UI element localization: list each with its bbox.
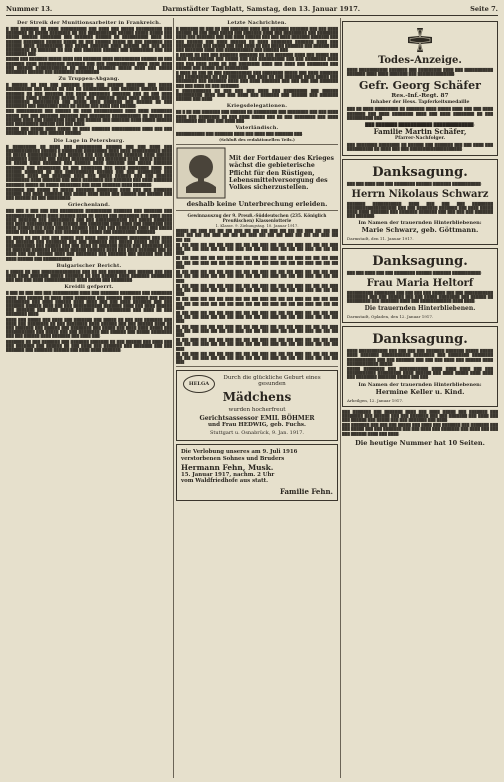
article-body-fatherland: ███████████ ███ ███████ ████ ███ ████ ███ ███████ ███. [176,132,304,137]
lottery-numbers: ██████ ███ ████ ███ ███ ███ ████ ███ ███ ███ ████ ███ ███ ███ ████ ███ ███ ███ ████ ███ ███ ███ ████ ███ ███ ███ ████ ███ ███ ███ ████ ███ ███ ███ ████ ███ ███ ███ ██ ███ ████ ███ ███ ███ ████ ███ ███ ███ ████ ███ ███ ███ ████ ███ ███ ███ ████ ███ ███ ███ ████ ███ ███ ███ ████ ███ ███ ███ ████ ███ ███ ███ ████ ███ ███ ███ ████ ██ ███ ████ ███ ███ ███ ████ ███ ███ ███ ████ ███ ███ ███ ████ ███ ███ ███ ████ ███ ███ ███ ████ ███ ███ ███ ████ ███ ███ ███ ████ ███ ███ ███ ████ ███ ███ ███ ████ ██ ███ ████ ███ ███ ███ ████ ███ ███ ███ ████ ███ ███ ███ ████ ███ ███ ███ ████ ███ ███ ███ ████ ███ ███ ███ ████ ███ ███ ███ ████ ███ ███ ███ ████ ███ ███ ███ ████ ██ ███ ████ ███ ███ ███ ████ ███ ███ ███ ████ ███ ███ ███ ████ ███ ███ ███ ████ ███ ███ ███ ████ ███ ███ ███ ████ ███ ███ ███ ████ ███ ███ ███ ████ ███ ███ ███ ████ ██ ███ ████ ███ ███ ███ ████ ███ ███ ███ ████ ███ ███ ███ ████ ███ ███ ███ ████ ███ ███ ███ ████ ███ ███ ███ ████ ███ ███ ███ ████ ███ ███ ███ ████ ███ ███ ███ ████ ██ ███ ████ ███ ███ ███ ████ ███ ███ ███ ████ ███ ███ ███ ████ ███ ███ ███ ████ ███ ███ ███ ████ ███ ███ ███ ████ ███ ███ ███ ████ ███ ███ ███ ████ ███ ███ ███ ████ ██ ███ ████ ███ ███ ███ ████ ███ ███ ███ ████ ███ ███ ███ ████ ███ ███ ███ ████ ███ ███ ███ ████ ███ ███ ███ ████ ███ ███ ███ ████ ███ ███ ███ ████ ███ ███ ███ ████ ██ ███ ████ ███ ███ ███ ████ ███ ███ ███ ████ ███ ███ ███ ████ ███ ███ ███ ████ ███ ███ ███ ████ ███ ███ ███ ████ ███ ███ ███ ████ ███ ███ ███ ████ ███ ███ ███ ████ ██ ███ ████ ███ ███ ███ ████ ███ ███ ███ ████ ███ ███ ███ ████ ███ ███ ███ ████ ███ ███ ███ ████ ███ ███ ███ ████ ███ ███ ███ ████ ███ ███ ███ ████ ███ ███ ███ ████ [176,229,338,365]
masthead [6,3,498,16]
death-name: Gefr. Georg Schäfer [359,79,481,93]
article-body-delegations: ██ █ ██ ███ ███████ ███ ██████ ██ █████████ ███ ████████ ███ ███ ████ ████ ███ ████████ ██ ███ ████ █████ ███ ██ ███ ████████ ███ ████ ████████ ███ ███ ███ ████ ███. [176,110,338,123]
death-role: Pfarrer-Nachfolger. [394,136,446,142]
death-mourners-label: ███ ███████ ███████████ █████████████: [365,122,475,128]
birth-line-6: Stuttgart u. Osnabrück, 9. Jan. 1917. [210,430,304,437]
article-body-strike: █ ███ ███████ ██ ████ ██████████ ███ ████ ███ █████ ██████████ ███ ████████ ██ █████ ████████ ██ ███ ███████████ ██████ █████ █████ ███ █████ ██████ ████████ ███ ███████ ██████ ██ ██████████ ████ ███ ██████ ████████ ██████ █████ ██ ███ ██████ █████ ██ ███ ███████ ███ ██████ ████ ██████████ ███ █████ ███████ ████ ██████ ███ ███ ████ █████████ ██ ███████ ██ ███ ███ ███████ ██████ ███ █████████ ███ ███ ████████ ███. █████ ███ ███████ █████ ████ ███ ███████ ████ ██████████ ██████ ██ ███ ███████ ████ ██████████ ███████ ███ ███ ███████████ ████ ████ ████ ███ ██████ ████████████ ██ ██████ ███████ █████ ████ ███ █████ ████████ ██████ ███ ████████ █████████. [6,27,172,75]
article-body-latest: █ ███████ ██ ███ ██ ███ ███████ ████ ███ ███████ ███████ ███ ███ ████ ██████ ██ ███ ████ █████ ███ ███████ ████ ███ █████████ ███ ████████ ████ ███ ███████ ███ ███ ████ ██████ ███ ███ ████ ███████ ███████ ███ ███ ██████ ███ ████ ██████ ██ ████ ████████ ███████ ████ ███ ██████████ ███ █████ ███ ███ ████ ██ ███ █████ ███████ ███ ██████ ███ ███ ███████ ████ ███ ███████████ ███ ██████ ███. █ █████ ██ ███ ███ ███████ ███████ ██ ███ ███████ ████ ███ █████ ███ ████ ██████████ ███ █████ ███ ███ ██████████ ███ ███ ████████ ████ ███ ███ ████ ████ ██ ███ ████████ ████ ███ ████ ███ ████████ ███ ██████ ███ █████ ███ █████████. █ ████ ██ ███ ██ ███ ███████████ ███ ████████ █████ ███ ████ ███████ ███ ██████████ ██ ███ ███████ ███ ████ ██ ███ ███████ ████ █████ ███ ████████ ███ ███████ ████ ███ ████ ███████ ███ ███ ███ ███ ███████ ███ ███ ████ ██ ███ ███████. █ ███████████ ██ ███ ███ ███ ████ ███ █████████ ███ ██████ ██████████ ████ ███ ███ ████ ███ ███████ ███ ██████ ███ ███████ ██████ ███ ████. [176,27,338,102]
death-family: Familie Martin Schäfer, [373,127,467,137]
war-ad-closing: deshalb keine Unterbrechung erleiden. [186,200,328,209]
headline-petersburg: Die Lage in Petersburg. [53,137,125,144]
birth-name-oval: HELGA [183,375,215,393]
thanks2-body-2: ██████████ ████████ ███ ███ ███ ███ █████ ███ ███ ███████████ ████████ ███ ███ ██████ ███ ███ █████ ████████ ███ ██████ ██ █████████ ███ ███████ ████ ███ ████████████ ████ ████. [347,290,493,304]
thanks1-body-1: ███ ███ ████ ███ ███ ████████ ██████ ███████ ███████████: [347,182,482,187]
headline-latest-news: Letzte Nachrichten. [227,20,287,26]
eagle-emblem-icon [176,147,226,199]
death-body-2: ███ ██ ████ █████████ ██ ███████ ████ █████ ████ ███ ███ ████ ███████ ███ ████ ████████ ████ ███ ████ ████████ ██ ███ ██████████ ███. [347,107,493,120]
iron-cross-icon [347,27,493,53]
thanks1-sign-label: Im Namen der trauernden Hinterbliebenen: [358,220,482,227]
thanks1-title: Danksagung. [372,165,468,181]
thanks3-signer: Hermine Keller u. Kind. [375,387,465,396]
birth-announcement [176,370,338,441]
birth-line-3: wurden hocherfreut [228,407,286,414]
headline-strike: Der Streik der Munitionsarbeiter in Frankreich. [16,20,162,26]
column-divider [340,18,341,778]
thanks2-title: Danksagung. [372,254,468,270]
death-award: Inhaber der Hess. Tapferkeitsmedaille [370,100,470,106]
thanks3-sign-label: Im Namen der trauernden Hinterbliebenen: [358,381,482,388]
headline-kreidli: Kreidli gefperrt. [64,284,114,291]
thanks-notice-3 [342,326,498,406]
death-body-1: ████ ███████████ ███████ ███ █████████ ████ ███ ███████████ ███████ ████ ████ ███████ ███ ██████████████. [347,68,493,77]
column-divider [173,18,174,778]
death-body-3: ███ ████████ ████████ ██ ██████ ███ ███████ ███ ███ ████ ███ ██████████ ██ ████ ███ ███ ████████████████████. [347,143,493,152]
divider [176,210,338,211]
thanks2-name: Frau Maria Heltorf [366,277,474,289]
headline-greece: Griechenland. [67,202,111,209]
divider [176,144,338,145]
death-title: Todes-Anzeige. [378,55,462,66]
eng-line-1: Die Verlobung unseres am 9. Juli 1916 verstorbenen Sohnes und Bruders [181,449,298,463]
article-body-greece: ███ ███ █ ███ ███ ███ █████████ ██████████ ███████ ███ ███████ ███ ███████████ ████ ████ ██████ ████ ██ █████ ███ ████████ ███ ████ ████ ████ ███████ ███ ██████████ ███ ███ ████████████ ███ █████ ███████ ███ ████ ██████████ ███ ██████ ███ ████████ ████ ████ ███ ████████ ███ ████ ██████ ███ ████ ██████ ██████ ███ ███ ███ ████████ ████ ███ █████ █████ ███ ██████ ███ ███ ██████ ███ █████ ███ █████████ ███████. ██ ████ ██ ███ ███ ███ █████ ███ ████ ████ ███████ ████████ ███ ████ ███ ███████ ███ ████████ ███ ███ ███████ ███ █████ █████ ████ ████ ███████████ ███ ██████ ███ ███ ████ ██ ███████ █████ ███ ████████ ███ ██ ███████ ███████ ███████ ██████ ███████ ████ ███ ████ ███████ ███ ██ ████ ███ ███ ██████ ████ ███ ████████ ███ ███████ ███ ██████ ███ ███ ████ ██████ ███ ███████████. [6,209,172,261]
thanks3-place: Arheilgen, 12. Januar 1917. [347,397,404,403]
thanks3-title: Danksagung. [372,332,468,348]
eng-line-3: 15. Januar 1917, nachm. 2 Uhr [181,472,275,479]
death-notice [342,21,498,156]
article-body-bulgaria: █ █████ ██ ███ ███████████████ ███ ██ ███ ███████ ███ ██████ ███ ███ ████ ████ ███████ █████ ███████ ██ ███ ██████ ████ ███████ ████████ ███ ███ ███ ████ ████████████ ████ █████ ███ ████████. [6,269,172,283]
thanks1-signer: Marie Schwarz, geb. Göttmann. [361,226,479,235]
thanks1-place: Darmstadt, den 11. Januar 1917. [347,236,414,242]
thanks3-body-1: ████ ███████████ ███ ███ ███ ███ ███████ ███████ █████ █████ ████ ███████ ███████████ ████████ ███ ████████ ████████ ███████████ ███ ███ ███████ ███ ███ ███ ████ ███ ██████ ████ ████████████ █████. █████ ████████ ███ ███████████ ████ ████ ████ ███ ███ ███████████ █████████ ████ ██████ ███ ████ █████ ████ ████ ███ ████████ ███████ █████ ███ ███. [347,349,493,380]
lottery-title: Gewinnauszug der 9. Preuß.-Süddeutschen (235. Königlich Preußischen) Klassenlotterie [187,213,327,224]
thanks-notice-1 [342,159,498,245]
war-ad-block [176,147,338,199]
birth-line-4: Gerichtsassessor EMIL BÖHMER [199,415,315,423]
headline-bulgaria: Bulgarischer Bericht. [56,262,122,269]
article-body-troops: █ ██████ ██ ███ ███ ███████ ████ ███ ██████ ███████ ███ █████ ██████████ ███ █████ ██ ███ ██ ██████████ ███ ███████ ██████ █████ ███████ ██ ███ ███████ ███ ████ ████████ ███████ ███ ██ ███ ████ ███████ ████ ████████ █████ ███ ███ ███████ ████ ████ ███████ ████ █████████ ██████████ ███ █████ ████ ███████ ███ ██████ ██ ███ ████████ ███ ████████ ████ ██ █████ ███ ████ ███ ██████. ███ ██████████ ███ ██████ ██ ████ ███████████ ████ ████ ████████ █████ ███ ███ ███████ ███████ ███ ████████ ███████████ ██ █████ ███ ██████ ████ ███ ████████ ████ ███ ██████ ███ ███████ ████ █████ ██████ ███ █████████ ██████ ███ ███ ████. █████ ███ █████ ████ █████ ██ ████ ███████ ███████████ ████ ███ ███ ████████ ████ ███ ██████ ██████. [6,83,172,136]
birth-line-2: Mädchens [222,390,292,405]
lottery-subtitle: 1. Klasse. 9. Ziehungstag. 10. Januar 1917. [215,223,299,229]
engagement-notice [176,444,338,501]
thanks2-body-1: ███ ███ ████ ███ ███ ████████ ██████ ███████ ███████████: [347,271,482,276]
divider [176,366,338,367]
headline-delegations: Kriegsdelegationen. [226,103,288,110]
thanks2-sign: Die trauernden Hinterbliebenen. [364,305,476,313]
paper-name-date: Darmstädter Tagblatt, Samstag, den 13. Januar 1917. [162,5,361,13]
page-number: Seite 7. [470,5,498,13]
headline-fatherland: Vaterländisch. [235,125,279,132]
column-news [6,18,172,778]
eng-line-5: Familie Fehn. [279,487,333,497]
column-latest [176,18,338,778]
eng-line-4: vom Waldfriedhofe aus statt. [181,478,268,485]
issue-number: Nummer 13. [6,5,53,13]
thanks2-place: Darmstadt, Opladen, den 12. Januar 1917. [347,314,434,320]
thanks1-body-2: ███████ ███████████ ████ ███ ███ ███ ████████ ███████████████████ ███ ███ ████████ ███████ ███ ████ █████ ████ ████ ███████ ███ ███████ ███████ ███ ███ ███ ███ ███████ ███ ███████. [347,201,493,219]
page-count-note: Die heutige Nummer hat 10 Seiten. [355,438,485,447]
article-body-petersburg: █ █████████ ██ ████ ███ ██████████ ██████ ███ ███ ████ ███ █████████████ ██████ █ ████████ █████████ ████ ████ ███████████ ████ ██ █████ ███████████ ███ ██████ ███ ███ ███████ ███████ ████ ██████ ████████ ███████ ███ █████ █████████ ███ ████████ ████ █████ ███████ ██ █████ ████ ███████ ███ ██████ ████ ███████ ███ █████ ███████ ███████ ███ █████████ ██ ███ ████████ ███ ████ ████████ ████ ███ ██████ ███████ ██ ███ ███████████ ██████ ███ ███ █████████ ███ ███████ ████ ███ ███████ ████ ███ █████ ██████ ███ ███ ██████ █████████ ████ ███████ ███ ████ ████████ ███ ███████ ███ ████ ███████ ███████ █████ ██ █████ ████████ ███ ████ ███████ ████ ███████. ███████ ███ █████ ██ █████ ███████ ████████ ████ ███ ███ ███████ ██████ ███ ████ ███████ ███ █████ ████ ████ ███ ██████ ███ ██████ ███ ███ ██████ ██ ███ █████████. [6,144,172,201]
article-body-kreidli: █ ███ ██ ███ ███ ███ ██████████ ████ ███ ███████ ████████ ███ ████████ ████ ███ ██████ ██ ████ ████ ████████ ███ ██████ ███ ██████ ███ █████ █████████ ███ ████ ██████ ████ ████ ███ ███ ████ ███████ ███ ███ ███████ ██████ ████ ███ ███ ███████████ ███████ ████ ███ ████ ██████ ███ ███████ ███ ████ █████ ███████ ███ █████████ ███ ████ ██ ███ ████████ ████. ████ ███ █████ ███ ████ ███ ███████ ███ █████ ██ ███ ███ ███████ ███ ████ ███ ████████ ██ ███ ████████ ████ ██████ ███ ███ ██████ ████ ██ ███ ███████ ███ ██████ ███ ████████ ███ █████ ███ ████ ████ █████ ███ ███████████ ███ █████ ███ ███ ████████ ███ ██████ ███ █████ ████████ ███ ███ ██████ ████ ███████ ███ ████ ███. ███████ ██ ███ ███████ ███ ███████ ███████ ██ ███ ██████ ███ ████ ███ ███ ███████ ███ ██████ ██ ███ ████ ███ ███████ ███ ███████ ███ ███ ███████ ███ ███████ ██████ ███ ████ ████ ███████. [6,291,172,352]
war-ad-text: Mit der Fortdauer des Krieges wächst die gebieterische Pflicht für den Rüstigen, Lebensmittelversorgung des Volkes sicherzustellen. [229,154,334,192]
short-notices: ███ ███████ ███ ███████ ████ ███ ████ █████ ███ ███████ ███ ████████ ███ ██████ ███ ███ ███████ ███ ███ ███████ ███ ████ ███ ███ ██████ ███ █████ ███ ███ ███████ ███ ████. ███ ███████ ███ ███ ███ █████ ███ ████ ███ ███████ ███ ███████ ███ ███ █████ ███ ███ ███████ ███ ███ ████ ███ ███████ ███ ████ ███ ███ ███ ██████ ████ ███ ████. [342,409,498,436]
birth-line-1: Durch die glückliche Geburt eines gesunden [223,375,321,388]
birth-line-5: und Frau HEDWIG, geb. Fuchs. [207,422,306,429]
editorial-end-note: (Schluß des redaktionellen Teils.) [219,137,295,143]
thanks1-name: Herrn Nikolaus Schwarz [351,188,489,200]
column-notices [342,18,498,778]
headline-troops: Zu Truppen-Abgang. [58,76,120,83]
eng-line-2: Hermann Fehn, Musk. [181,463,274,473]
death-unit: Res.-Inf.-Regt. 87 [391,93,449,100]
thanks-notice-2 [342,248,498,323]
